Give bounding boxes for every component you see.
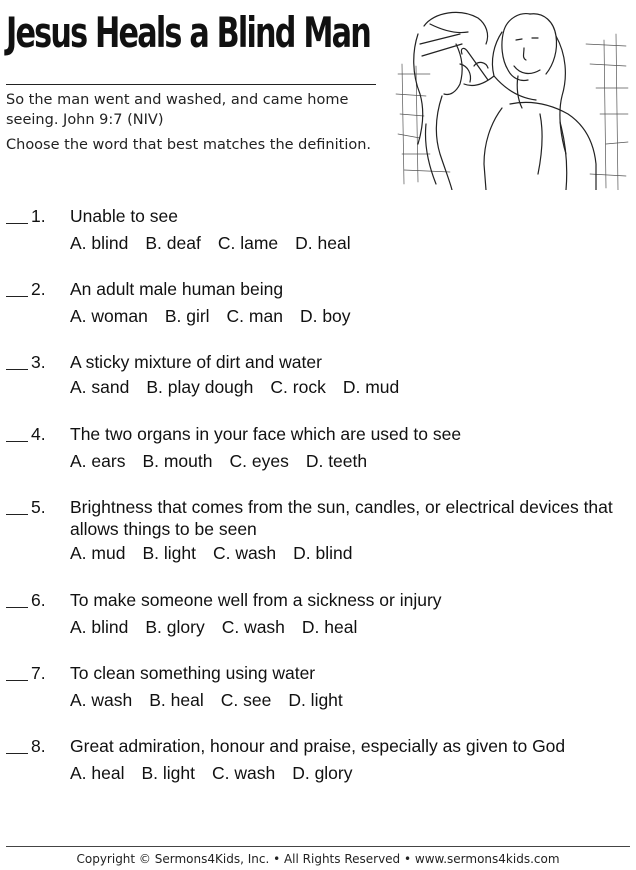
choice-c: C. wash <box>221 617 285 637</box>
choice-b: B. mouth <box>142 451 213 471</box>
question-text: An adult male human being <box>70 279 284 299</box>
choice-a: A. heal <box>70 763 125 783</box>
jesus-healing-illustration <box>390 4 630 190</box>
choice-c: C. wash <box>211 763 276 783</box>
question-number: 2. <box>31 279 46 299</box>
choice-d: D. blind <box>293 543 353 563</box>
answer-choices <box>70 542 370 564</box>
copyright-footer: Copyright © Sermons4Kids, Inc. • All Rights Reserved • www.sermons4kids.com <box>76 852 560 866</box>
choice-c: C. rock <box>270 377 326 397</box>
choice-b: B. play dough <box>146 377 254 397</box>
question-text: Unable to see <box>70 206 178 226</box>
answer-choices <box>70 450 384 472</box>
answer-blank-1[interactable] <box>6 223 28 224</box>
footer-divider <box>6 846 630 847</box>
question-text: Great admiration, honour and praise, especially as given to God <box>70 736 566 756</box>
choice-a: A. sand <box>70 377 130 397</box>
choice-d: D. boy <box>299 306 351 326</box>
question-number: 7. <box>31 663 46 683</box>
choice-d: D. heal <box>295 233 351 253</box>
answer-blank-4[interactable] <box>6 441 28 442</box>
question-number: 3. <box>31 352 46 372</box>
choice-b: B. girl <box>164 306 210 326</box>
question-text: Brightness that comes from the sun, candles, or electrical devices that allows things to be seen <box>70 497 613 539</box>
choice-a: A. mud <box>70 543 126 563</box>
choice-d: D. glory <box>292 763 353 783</box>
question-number: 1. <box>31 206 46 226</box>
choice-b: B. deaf <box>145 233 201 253</box>
instructions: Choose the word that best matches the definition. <box>6 137 372 153</box>
choice-a: A. woman <box>70 306 148 326</box>
answer-blank-5[interactable] <box>6 514 28 515</box>
title-divider <box>6 84 376 85</box>
answer-choices <box>70 232 368 254</box>
question-text: To clean something using water <box>70 663 316 683</box>
bible-verse: So the man went and washed, and came home seeing. John 9:7 (NIV) <box>6 92 349 128</box>
answer-blank-7[interactable] <box>6 680 28 681</box>
question-text: The two organs in your face which are used to see <box>70 424 462 444</box>
choice-d: D. teeth <box>305 451 368 471</box>
choice-c: C. man <box>226 306 283 326</box>
choice-d: D. heal <box>301 617 358 637</box>
answer-choices <box>70 762 370 784</box>
page-title: Jesus Heals a Blind Man <box>6 8 370 57</box>
answer-choices <box>70 376 416 398</box>
choice-a: A. blind <box>70 233 129 253</box>
choice-b: B. heal <box>149 690 204 710</box>
choice-c: C. eyes <box>229 451 289 471</box>
answer-blank-6[interactable] <box>6 607 28 608</box>
answer-choices <box>70 616 374 638</box>
choice-b: B. light <box>142 543 196 563</box>
choice-c: C. wash <box>212 543 277 563</box>
choice-b: B. glory <box>145 617 205 637</box>
answer-choices <box>70 305 368 327</box>
choice-c: C. see <box>220 690 272 710</box>
choice-a: A. wash <box>70 690 133 710</box>
question-text: A sticky mixture of dirt and water <box>70 352 322 372</box>
answer-choices <box>70 689 360 711</box>
question-number: 6. <box>31 590 46 610</box>
question-text: To make someone well from a sickness or injury <box>70 590 442 610</box>
answer-blank-3[interactable] <box>6 369 28 370</box>
question-number: 5. <box>31 497 46 517</box>
choice-c: C. lame <box>217 233 279 253</box>
question-number: 8. <box>31 736 46 756</box>
choice-a: A. ears <box>70 451 126 471</box>
question-number: 4. <box>31 424 46 444</box>
choice-d: D. light <box>288 690 343 710</box>
answer-blank-8[interactable] <box>6 753 28 754</box>
choice-d: D. mud <box>342 377 400 397</box>
choice-b: B. light <box>141 763 195 783</box>
choice-a: A. blind <box>70 617 129 637</box>
answer-blank-2[interactable] <box>6 296 28 297</box>
